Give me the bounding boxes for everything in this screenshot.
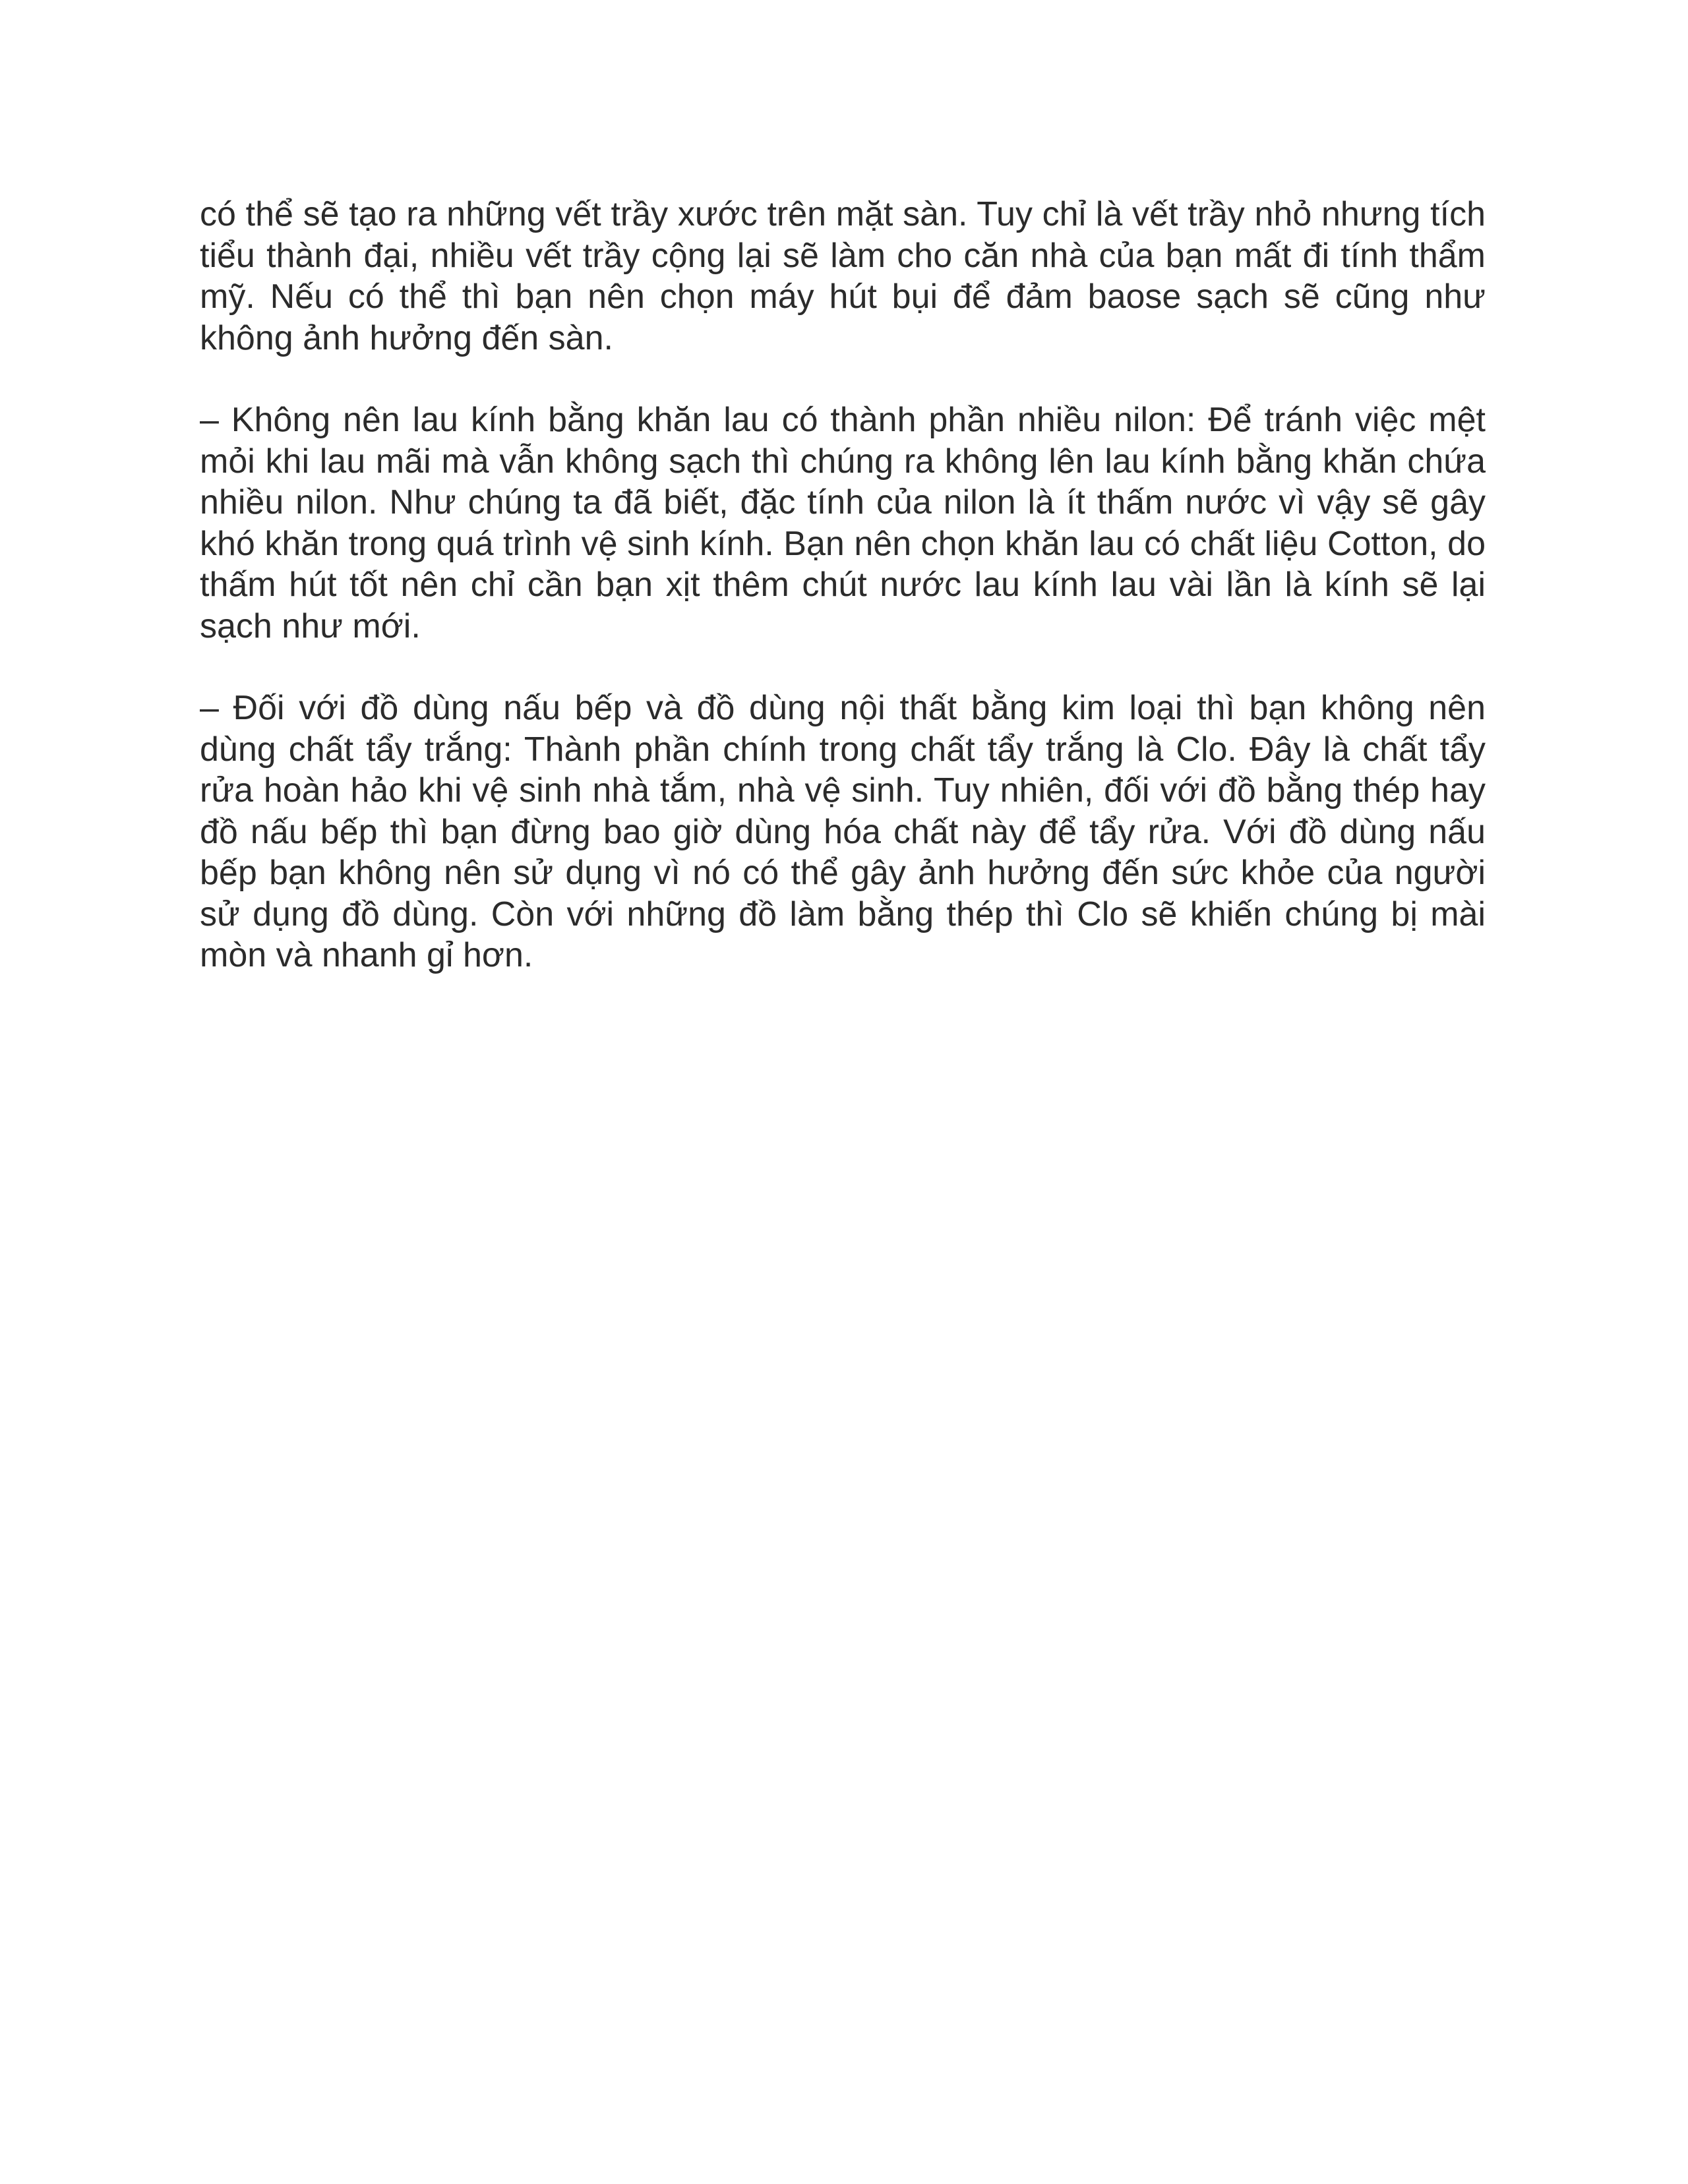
document-body [200, 194, 1486, 1017]
paragraph-floor-scratches: có thể sẽ tạo ra những vết trầy xước trên mặt sàn. Tuy chỉ là vết trầy nhỏ nhưng tích tiểu thành đại, nhiều vết trầy cộng lại sẽ làm cho căn nhà của bạn mất đi tính thẩm mỹ. Nếu có thể thì bạn nên chọn máy hút bụi để đảm baose sạch sẽ cũng như không ảnh hưởng đến sàn. [200, 195, 1486, 357]
paragraph-glass-cleaning-cloth: – Không nên lau kính bằng khăn lau có thành phần nhiều nilon: Để tránh việc mệt mỏi khi lau mãi mà vẫn không sạch thì chúng ra không lên lau kính bằng khăn chứa nhiều nilon. Như chúng ta đã biết, đặc tính của nilon là ít thấm nước vì vậy sẽ gây khó khăn trong quá trình vệ sinh kính. Bạn nên chọn khăn lau có chất liệu Cotton, do thấm hút tốt nên chỉ cần bạn xịt thêm chút nước lau kính lau vài lần là kính sẽ lại sạch như mới. [200, 401, 1486, 645]
paragraph-bleach-metal-utensils: – Đối với đồ dùng nấu bếp và đồ dùng nội thất bằng kim loại thì bạn không nên dùng chất tẩy trắng: Thành phần chính trong chất tẩy trắng là Clo. Đây là chất tẩy rửa hoàn hảo khi vệ sinh nhà tắm, nhà vệ sinh. Tuy nhiên, đối với đồ bằng thép hay đồ nấu bếp thì bạn đừng bao giờ dùng hóa chất này để tẩy rửa. Với đồ dùng nấu bếp bạn không nên sử dụng vì nó có thể gây ảnh hưởng đến sức khỏe của người sử dụng đồ dùng. Còn với những đồ làm bằng thép thì Clo sẽ khiến chúng bị mài mòn và nhanh gỉ hơn. [200, 689, 1486, 974]
